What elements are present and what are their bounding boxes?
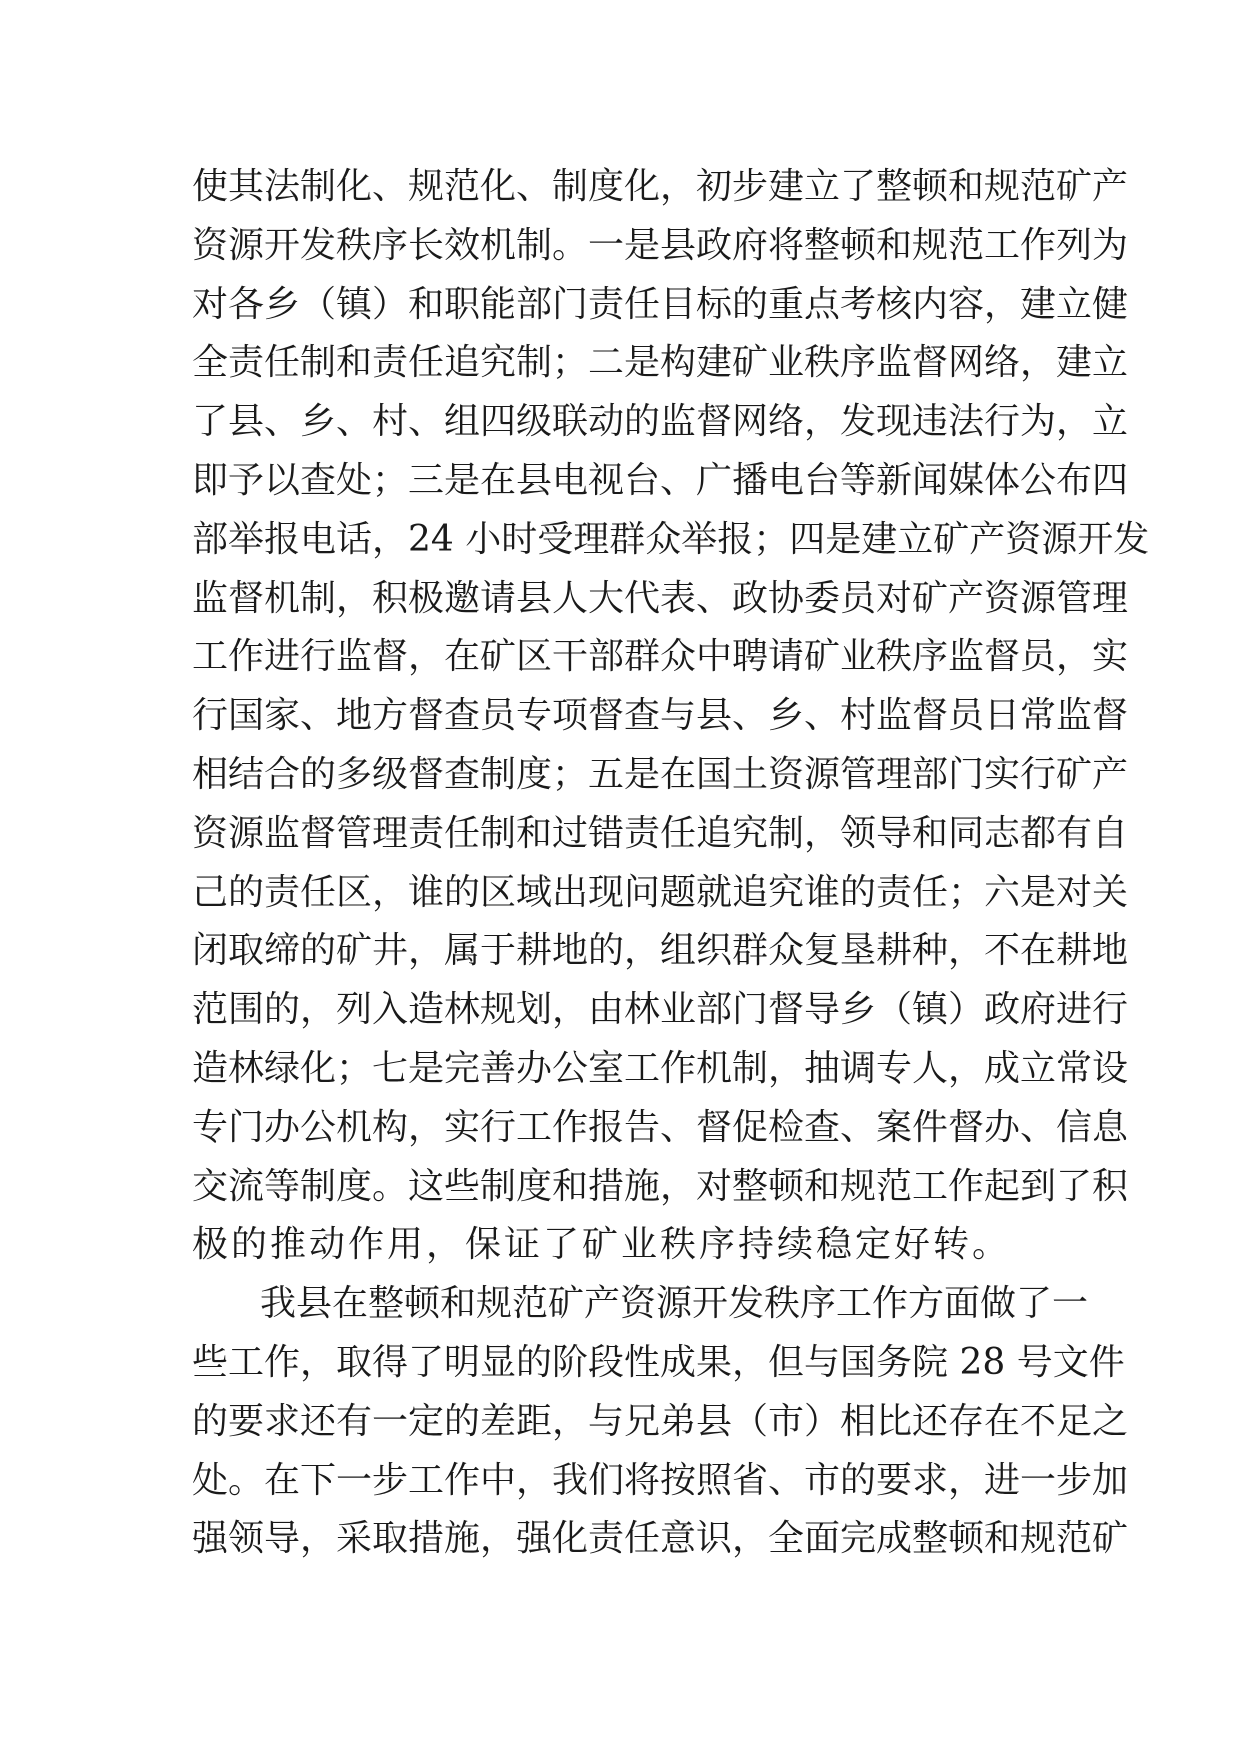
text-line-3: 对各乡（镇）和职能部门责任目标的重点考核内容，建立健 (192, 283, 1129, 325)
text-line-15: 范围的，列入造林规划，由林业部门督导乡（镇）政府进行 (192, 989, 1129, 1031)
text-line-14: 闭取缔的矿井，属于耕地的，组织群众复垦耕种，不在耕地 (192, 930, 1129, 972)
text-line-22: 的要求还有一定的差距，与兄弟县（市）相比还存在不足之 (192, 1400, 1129, 1442)
text-line-1: 使其法制化、规范化、制度化，初步建立了整顿和规范矿产 (192, 166, 1129, 207)
text-line-21: 些工作，取得了明显的阶段性成果，但与国务院 28 号文件 (192, 1341, 1125, 1383)
body-text (192, 158, 1150, 1569)
text-line-8: 监督机制，积极邀请县人大代表、政协委员对矿产资源管理 (192, 577, 1129, 619)
text-line-23: 处。在下一步工作中，我们将按照省、市的要求，进一步加 (192, 1459, 1129, 1501)
text-line-11: 相结合的多级督查制度；五是在国土资源管理部门实行矿产 (192, 753, 1129, 795)
text-line-24: 强领导，采取措施，强化责任意识，全面完成整顿和规范矿 (192, 1518, 1129, 1560)
paragraph-2-line-1: 我县在整顿和规范矿产资源开发秩序工作方面做了一 (260, 1283, 1089, 1325)
text-line-5: 了县、乡、村、组四级联动的监督网络，发现违法行为，立 (192, 401, 1129, 443)
text-line-6: 即予以查处；三是在县电视台、广播电台等新闻媒体公布四 (192, 459, 1129, 501)
text-line-12: 资源监督管理责任制和过错责任追究制，领导和同志都有自 (192, 812, 1129, 854)
text-line-7: 部举报电话，24 小时受理群众举报；四是建立矿产资源开发 (192, 518, 1150, 560)
text-line-17: 专门办公机构，实行工作报告、督促检查、案件督办、信息 (192, 1106, 1129, 1148)
text-line-9: 工作进行监督，在矿区干部群众中聘请矿业秩序监督员，实 (192, 636, 1129, 678)
text-line-19: 极的推动作用，保证了矿业秩序持续稳定好转。 (192, 1224, 1012, 1266)
text-line-18: 交流等制度。这些制度和措施，对整顿和规范工作起到了积 (192, 1165, 1129, 1207)
text-line-2: 资源开发秩序长效机制。一是县政府将整顿和规范工作列为 (192, 224, 1129, 266)
text-line-4: 全责任制和责任追究制；二是构建矿业秩序监督网络，建立 (192, 342, 1129, 384)
text-line-16: 造林绿化；七是完善办公室工作机制，抽调专人，成立常设 (192, 1047, 1129, 1089)
text-line-13: 己的责任区，谁的区域出现问题就追究谁的责任；六是对关 (192, 871, 1129, 913)
text-line-10: 行国家、地方督查员专项督查与县、乡、村监督员日常监督 (192, 695, 1129, 737)
